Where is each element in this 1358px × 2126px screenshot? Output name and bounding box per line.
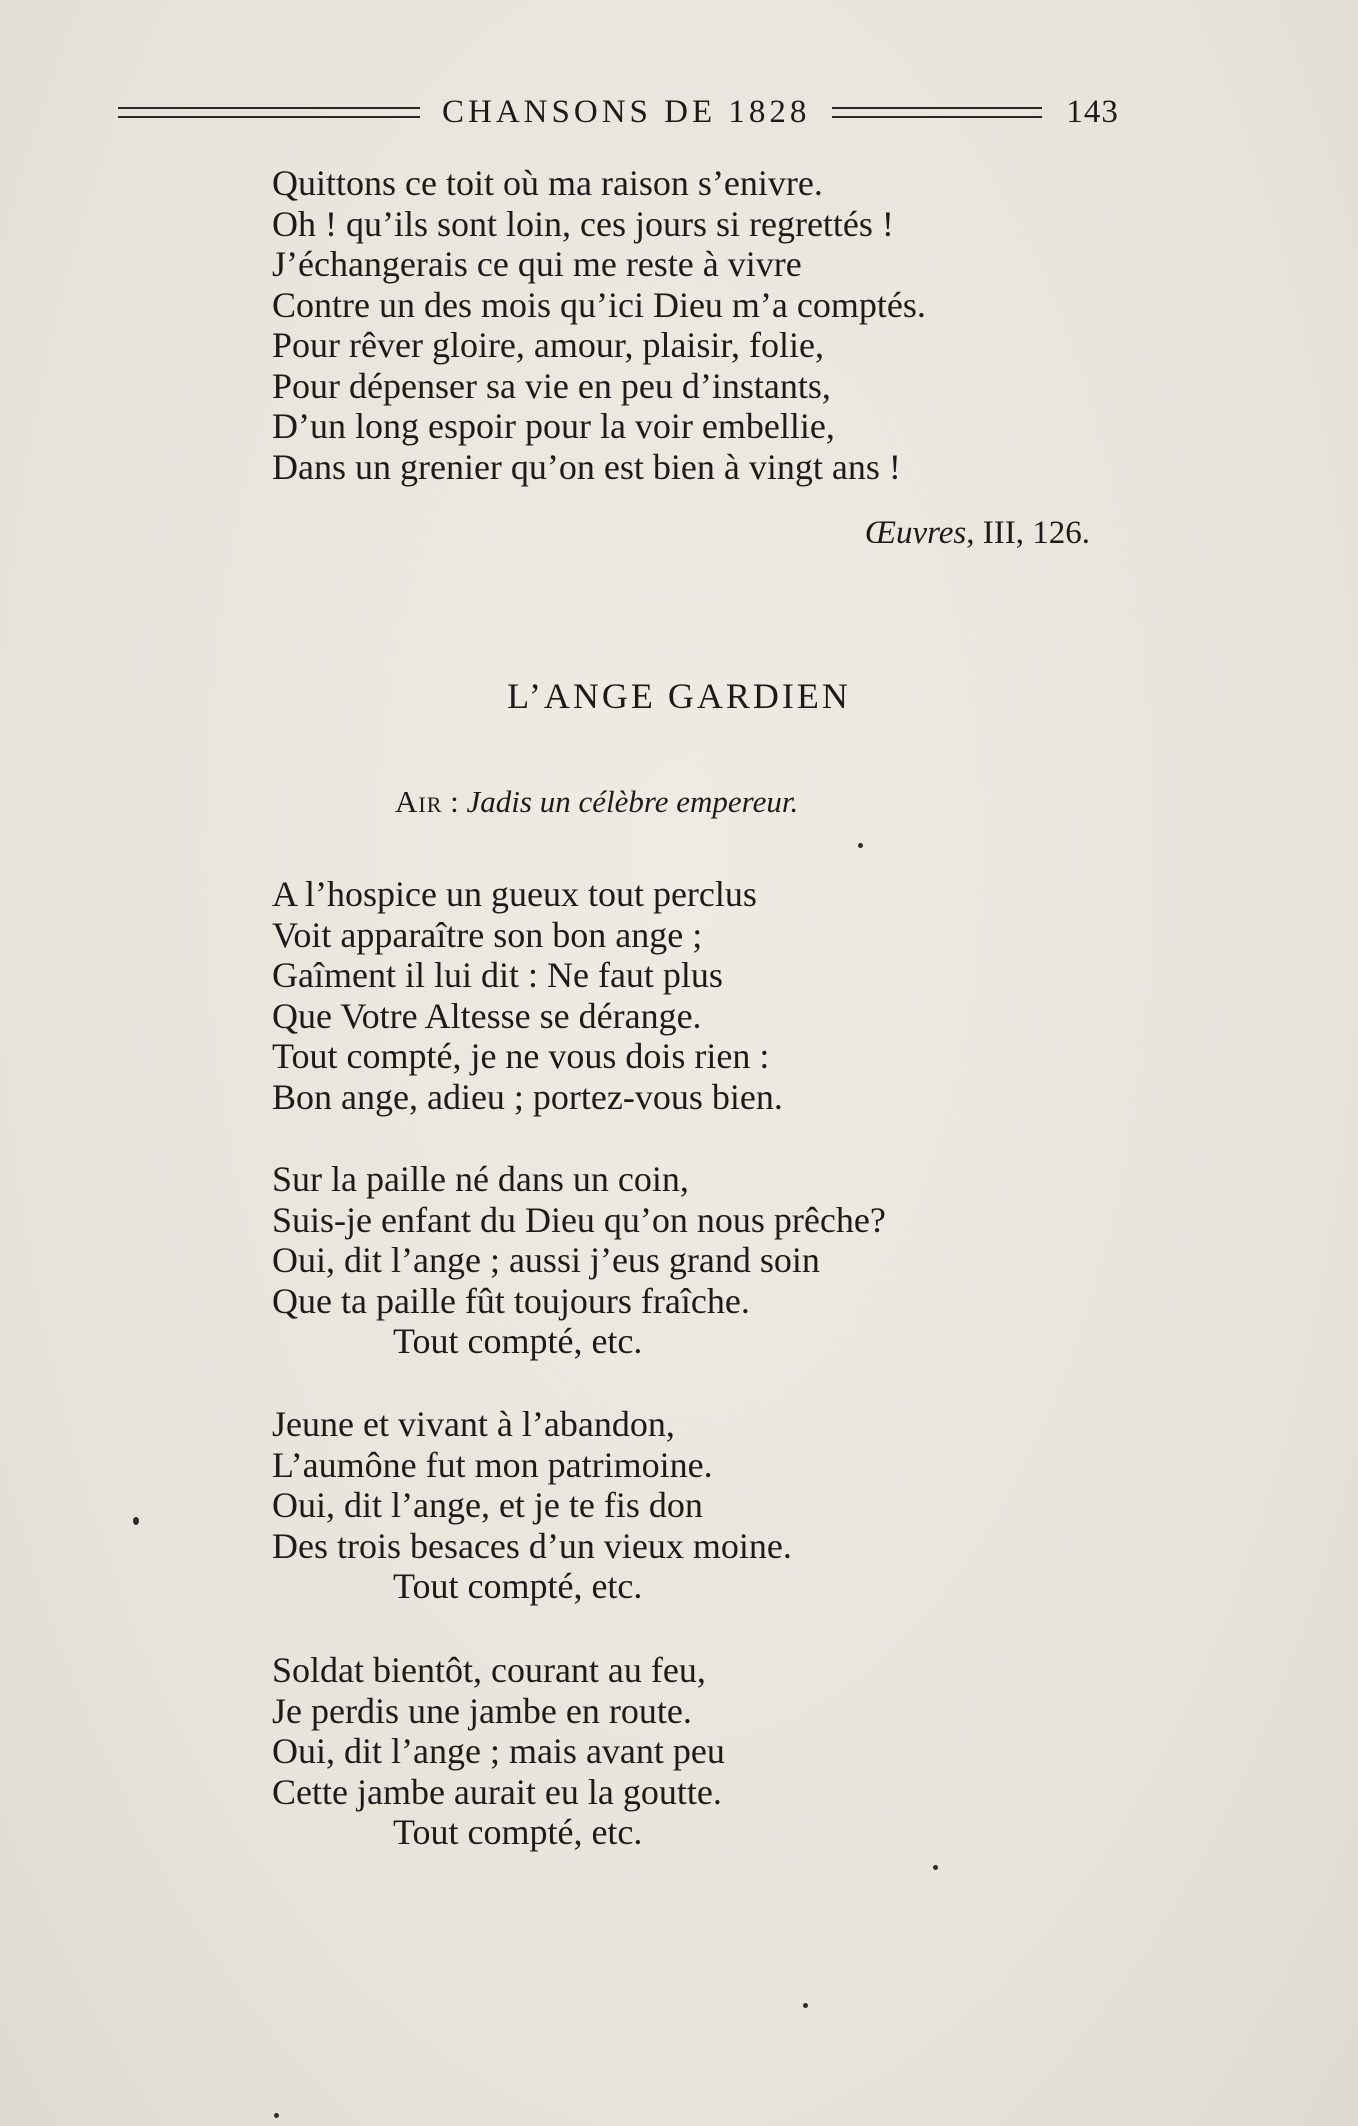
air-tune: Jadis un célèbre empereur. <box>466 784 799 819</box>
print-speck <box>133 1517 139 1525</box>
verse-line: L’aumône fut mon patrimoine. <box>272 1444 713 1485</box>
opening-stanza <box>272 163 926 487</box>
refrain-line: Tout compté, etc. <box>393 1812 643 1852</box>
verse-line: J’échangerais ce qui me reste à vivre <box>272 244 802 284</box>
verse-line: Oui, dit l’ange ; mais avant peu <box>272 1731 725 1771</box>
verse-line: Gaîment il lui dit : Ne faut plus <box>272 955 723 995</box>
verse-line: Quittons ce toit où ma raison s’enivre. <box>272 163 823 203</box>
print-speck <box>274 2113 279 2118</box>
air-label: Air <box>395 784 443 819</box>
verse-line: Oui, dit l’ange, et je te fis don <box>272 1485 703 1525</box>
air-separator: : <box>442 784 467 819</box>
source-citation <box>865 515 1090 552</box>
verse-line: Que ta paille fût toujours fraîche. <box>272 1280 750 1321</box>
print-speck <box>803 2003 808 2008</box>
verse-line: Bon ange, adieu ; portez-vous bien. <box>272 1076 783 1117</box>
refrain-line: Tout compté, etc. <box>393 1321 643 1361</box>
verse-line: Oh ! qu’ils sont loin, ces jours si regrettés ! <box>272 203 894 244</box>
stanza-3 <box>272 1404 792 1607</box>
air-line <box>395 784 798 820</box>
running-header <box>118 88 1200 136</box>
verse-line: Que Votre Altesse se dérange. <box>272 995 702 1036</box>
verse-line: Suis-je enfant du Dieu qu’on nous prêche? <box>272 1199 886 1240</box>
verse-line: Pour dépenser sa vie en peu d’instants, <box>272 365 831 406</box>
header-rule-right <box>832 107 1042 118</box>
header-rule-left <box>118 107 420 118</box>
verse-line: Je perdis une jambe en route. <box>272 1690 692 1731</box>
verse-line: Dans un grenier qu’on est bien à vingt ans ! <box>272 446 901 487</box>
stanza-4 <box>272 1650 725 1853</box>
verse-line: Cette jambe aurait eu la goutte. <box>272 1771 722 1812</box>
poem-title: L’ANGE GARDIEN <box>507 676 851 716</box>
verse-line: A l’hospice un gueux tout perclus <box>272 874 757 914</box>
verse-line: D’un long espoir pour la voir embellie, <box>272 406 835 446</box>
print-speck <box>858 843 863 848</box>
print-speck <box>933 1865 938 1870</box>
stanza-1 <box>272 874 783 1117</box>
source-work: Œuvres <box>864 515 967 551</box>
verse-line: Soldat bientôt, courant au feu, <box>272 1650 706 1690</box>
refrain-line: Tout compté, etc. <box>393 1566 643 1606</box>
stanza-2 <box>272 1159 886 1362</box>
verse-line: Pour rêver gloire, amour, plaisir, folie, <box>272 325 824 365</box>
verse-line: Tout compté, je ne vous dois rien : <box>272 1036 770 1076</box>
running-title: CHANSONS DE 1828 <box>442 93 811 130</box>
page-number: 143 <box>1066 93 1119 130</box>
source-reference: , III, 126. <box>966 515 1090 551</box>
verse-line: Jeune et vivant à l’abandon, <box>272 1404 675 1444</box>
verse-line: Voit apparaître son bon ange ; <box>272 914 703 955</box>
verse-line: Oui, dit l’ange ; aussi j’eus grand soin <box>272 1240 820 1280</box>
verse-line: Sur la paille né dans un coin, <box>272 1159 689 1199</box>
verse-line: Contre un des mois qu’ici Dieu m’a comptés. <box>272 284 926 325</box>
verse-line: Des trois besaces d’un vieux moine. <box>272 1525 792 1566</box>
